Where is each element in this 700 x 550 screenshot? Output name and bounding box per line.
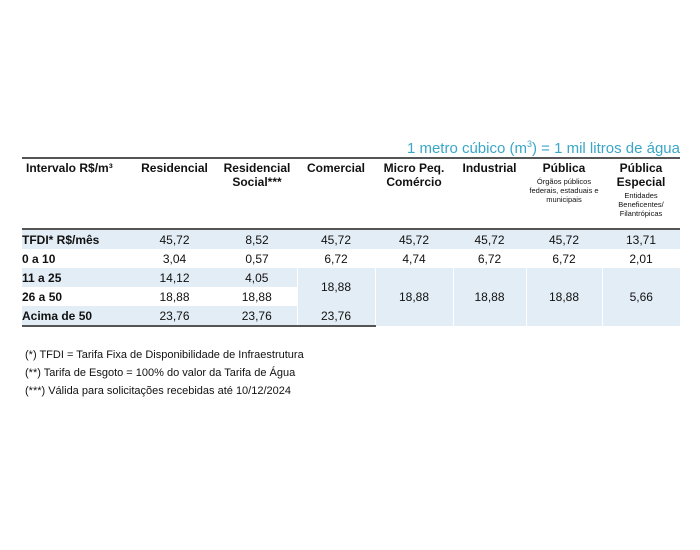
- cell: 6,72: [453, 249, 526, 268]
- banner-text: 1 metro cúbico (m: [406, 140, 527, 157]
- cell: 6,72: [526, 249, 602, 268]
- row-label-0-10: 0 a 10: [22, 249, 132, 268]
- table-header-row: [22, 158, 680, 229]
- cell: 0,57: [217, 249, 297, 268]
- header-comercial: Comercial: [297, 158, 375, 229]
- merged-cell-publica: 18,88: [526, 268, 602, 326]
- cell: 45,72: [453, 229, 526, 249]
- banner-text-end: ) = 1 mil litros de água: [532, 140, 680, 157]
- footnote-esgoto: (**) Tarifa de Esgoto = 100% do valor da Tarifa de Água: [25, 367, 296, 379]
- cell: 23,76: [297, 306, 375, 326]
- cell: 6,72: [297, 249, 375, 268]
- cell: 14,12: [132, 268, 217, 287]
- header-micro-peq-comercio: Micro Peq. Comércio: [375, 158, 453, 229]
- cell: 8,52: [217, 229, 297, 249]
- cell: 2,01: [602, 249, 680, 268]
- merged-cell-industrial: 18,88: [453, 268, 526, 326]
- cell: 18,88: [132, 287, 217, 306]
- header-intervalo: Intervalo R$/m³: [22, 158, 132, 229]
- cell: 13,71: [602, 229, 680, 249]
- cell: 4,74: [375, 249, 453, 268]
- header-residencial: Residencial: [132, 158, 217, 229]
- cell: 45,72: [526, 229, 602, 249]
- table-row-tfdi: [22, 229, 680, 249]
- merged-cell-micro: 18,88: [375, 268, 453, 326]
- footnote-social: (***) Válida para solicitações recebidas até 10/12/2024: [25, 385, 291, 397]
- cell: 23,76: [217, 306, 297, 326]
- row-label-26-50: 26 a 50: [22, 287, 132, 306]
- cell: 18,88: [217, 287, 297, 306]
- cell: 23,76: [132, 306, 217, 326]
- cell: 45,72: [297, 229, 375, 249]
- row-label-acima-50: Acima de 50: [22, 306, 132, 326]
- cell: 45,72: [132, 229, 217, 249]
- header-publica-especial: [602, 158, 680, 229]
- header-publica-label: Pública: [542, 161, 586, 175]
- row-label-tfdi: TFDI* R$/mês: [22, 229, 132, 249]
- row-label-11-25: 11 a 25: [22, 268, 132, 287]
- cell: 4,05: [217, 268, 297, 287]
- table-row-11-25: [22, 268, 680, 287]
- merged-cell-publica-especial: 5,66: [602, 268, 680, 326]
- cell: 3,04: [132, 249, 217, 268]
- merged-cell-comercial: 18,88: [297, 268, 375, 306]
- cell: 45,72: [375, 229, 453, 249]
- footnote-tfdi: (*) TFDI = Tarifa Fixa de Disponibilidade de Infraestrutura: [25, 349, 304, 361]
- header-publica: [526, 158, 602, 229]
- tariff-table: [22, 157, 680, 327]
- header-industrial: Industrial: [453, 158, 526, 229]
- unit-banner: [372, 139, 680, 157]
- banner-superscript: 3: [526, 139, 532, 149]
- header-publica-sub: Órgãos públicos federais, estaduais e municipais: [529, 177, 599, 204]
- header-publica-especial-sub: Entidades Beneficentes/ Filantrópicas: [618, 191, 664, 218]
- footnotes: [25, 346, 304, 400]
- table-row-0-10: [22, 249, 680, 268]
- header-residencial-social: Residencial Social***: [217, 158, 297, 229]
- header-publica-especial-label: Pública Especial: [616, 161, 666, 189]
